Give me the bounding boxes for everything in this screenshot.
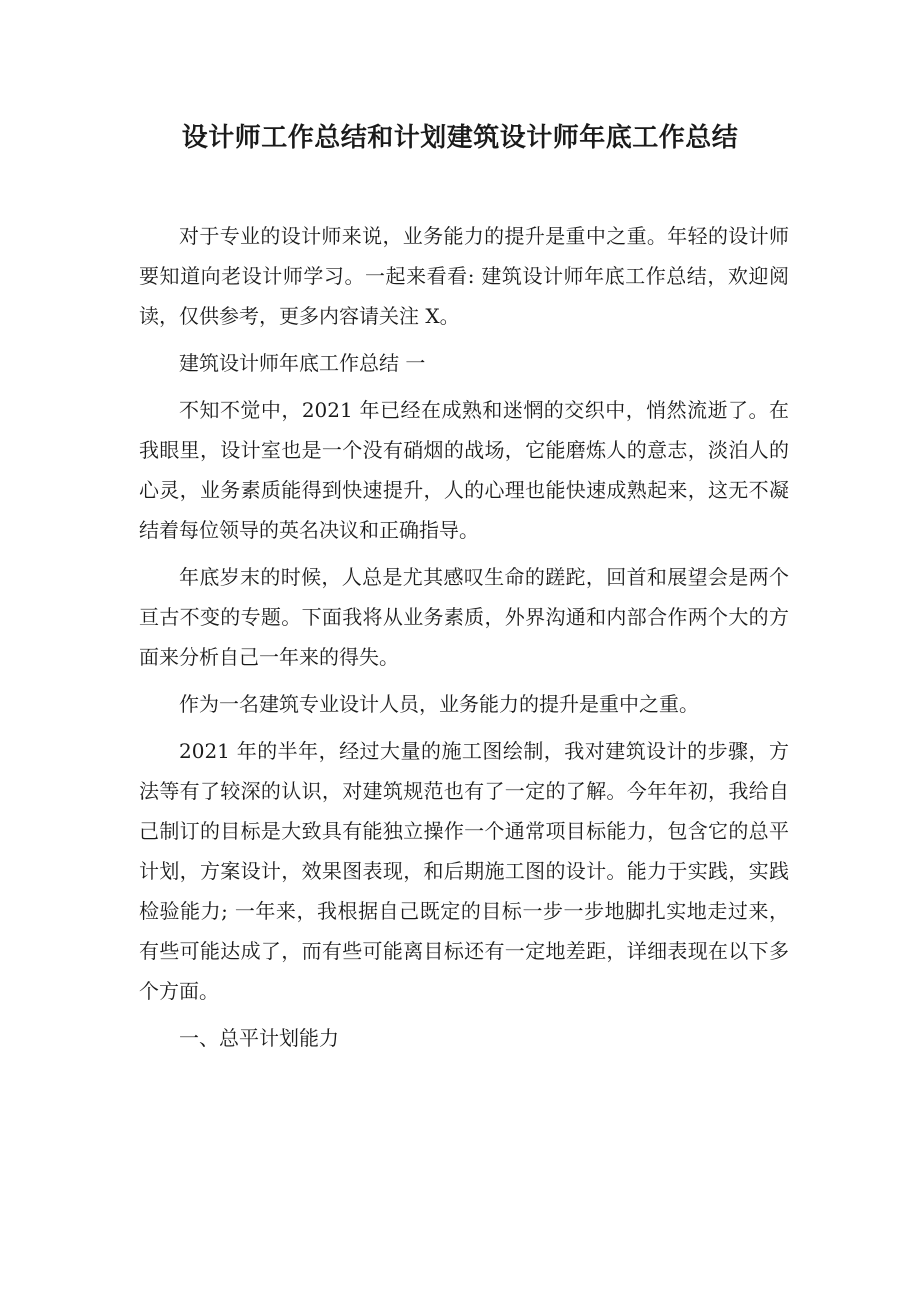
document-body (139, 216, 789, 1065)
paragraph: 作为一名建筑专业设计人员，业务能力的提升是重中之重。 (179, 692, 699, 716)
paragraph: 年底岁末的时候，人总是尤其感叹生命的蹉跎，回首和展望会是两个亘古不变的专题。下面我将从业务素质，外界沟通和内部合作两个大的方面来分析自己一年来的得失。 (139, 565, 789, 669)
document-title: 设计师工作总结和计划建筑设计师年底工作总结 (181, 123, 739, 153)
paragraph: 不知不觉中，2021 年已经在成熟和迷惘的交织中，悄然流逝了。在我眼里，设计室也是一个没有硝烟的战场，它能磨炼人的意志，淡泊人的心灵，业务素质能得到快速提升，人的心理也能快速成熟起来，这无不凝结着每位领导的英名决议和正确指导。 (139, 398, 789, 542)
subsection-heading: 一、总平计划能力 (179, 1026, 339, 1050)
paragraph-intro: 对于专业的设计师来说，业务能力的提升是重中之重。年轻的设计师要知道向老设计师学习。一起来看看: 建筑设计师年底工作总结，欢迎阅读，仅供参考，更多内容请关注 X。 (139, 224, 789, 328)
paragraph: 2021 年的半年，经过大量的施工图绘制，我对建筑设计的步骤，方法等有了较深的认识，对建筑规范也有了一定的了解。今年年初，我给自己制订的目标是大致具有能独立操作一个通常项目标能力，包含它的总平计划，方案设计，效果图表现，和后期施工图的设计。能力于实践，实践检验能力; 一年来，我根据自己既定的目标一步一步地脚扎实地走过来，有些可能达成了，而有些可能离目标还有一定地差距，详细表现在以下多个方面。 (139, 739, 789, 1003)
section-heading: 建筑设计师年底工作总结 一 (179, 351, 426, 375)
